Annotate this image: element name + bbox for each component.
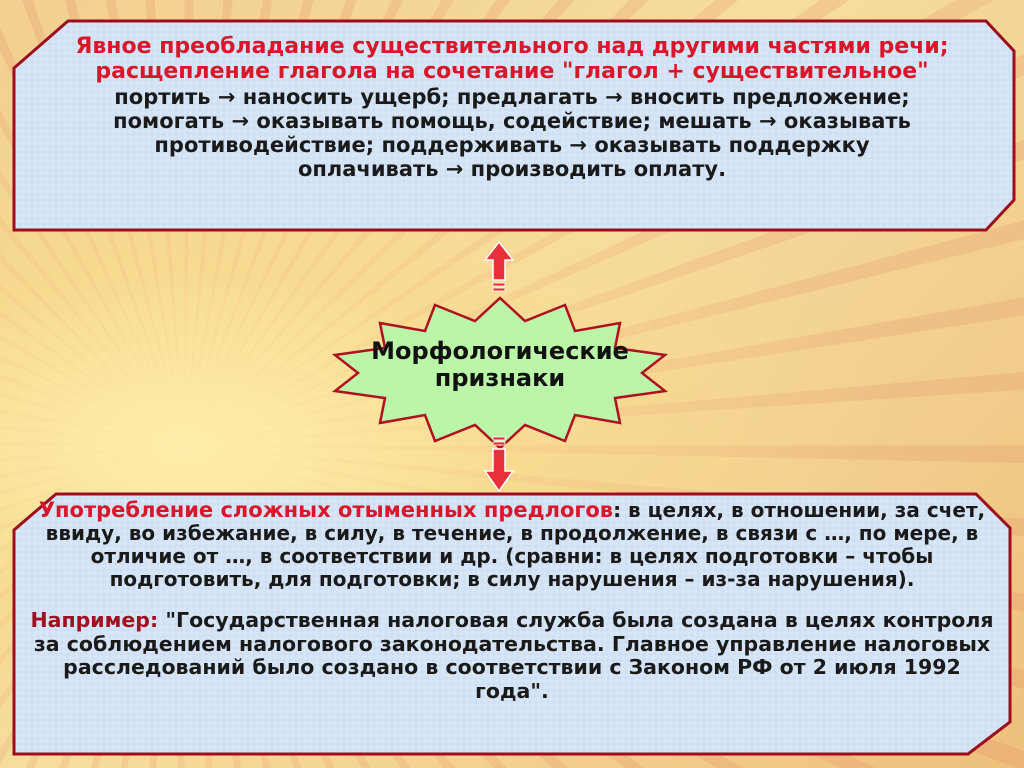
top-panel-line-2: помогать → оказывать помощь, содействие; мешать → оказывать: [113, 108, 911, 133]
center-label-line-2: признаки: [434, 363, 566, 392]
bottom-panel-text: [24, 498, 1000, 703]
bottom-panel-colon: :: [613, 498, 622, 522]
center-label: [330, 338, 670, 392]
example-label: Например:: [30, 608, 159, 633]
bottom-panel-example: [24, 609, 1000, 703]
center-label-line-1: Морфологические: [371, 337, 629, 365]
top-panel-text: [22, 34, 1002, 181]
example-text: "Государственная налоговая служба была создана в целях контроля за соблюдением налогового законодательства. Главное управление налоговых расследований было создано в соответствии с Законом РФ от 2 июля 1992 года".: [33, 608, 994, 703]
bottom-panel-paragraph: [24, 498, 1000, 591]
up-arrow-icon: [479, 238, 519, 298]
top-panel-line-3: противодействие; поддерживать → оказывать поддержку: [154, 132, 870, 157]
top-panel-line-1: портить → наносить ущерб; предлагать → вносить предложение;: [114, 84, 910, 109]
bottom-panel-body: в целях, в отношении, за счет, ввиду, во избежание, в силу, в течение, в продолжение, в связи с …, по мере, в отличие от …, в соответствии и др. (сравни: в целях подготовки – чтобы подготовить, для подготовки; в силу нарушения – из-за нарушения).: [45, 498, 986, 592]
top-panel-line-4: оплачивать → производить оплату.: [297, 157, 727, 182]
down-arrow-icon: [479, 435, 519, 497]
top-panel-title: Явное преобладание существительного над другими частями речи; расщепление глагола на сочетание "глагол + существительное": [75, 34, 949, 85]
bottom-panel-lead: Употребление сложных отыменных предлогов: [38, 498, 614, 522]
